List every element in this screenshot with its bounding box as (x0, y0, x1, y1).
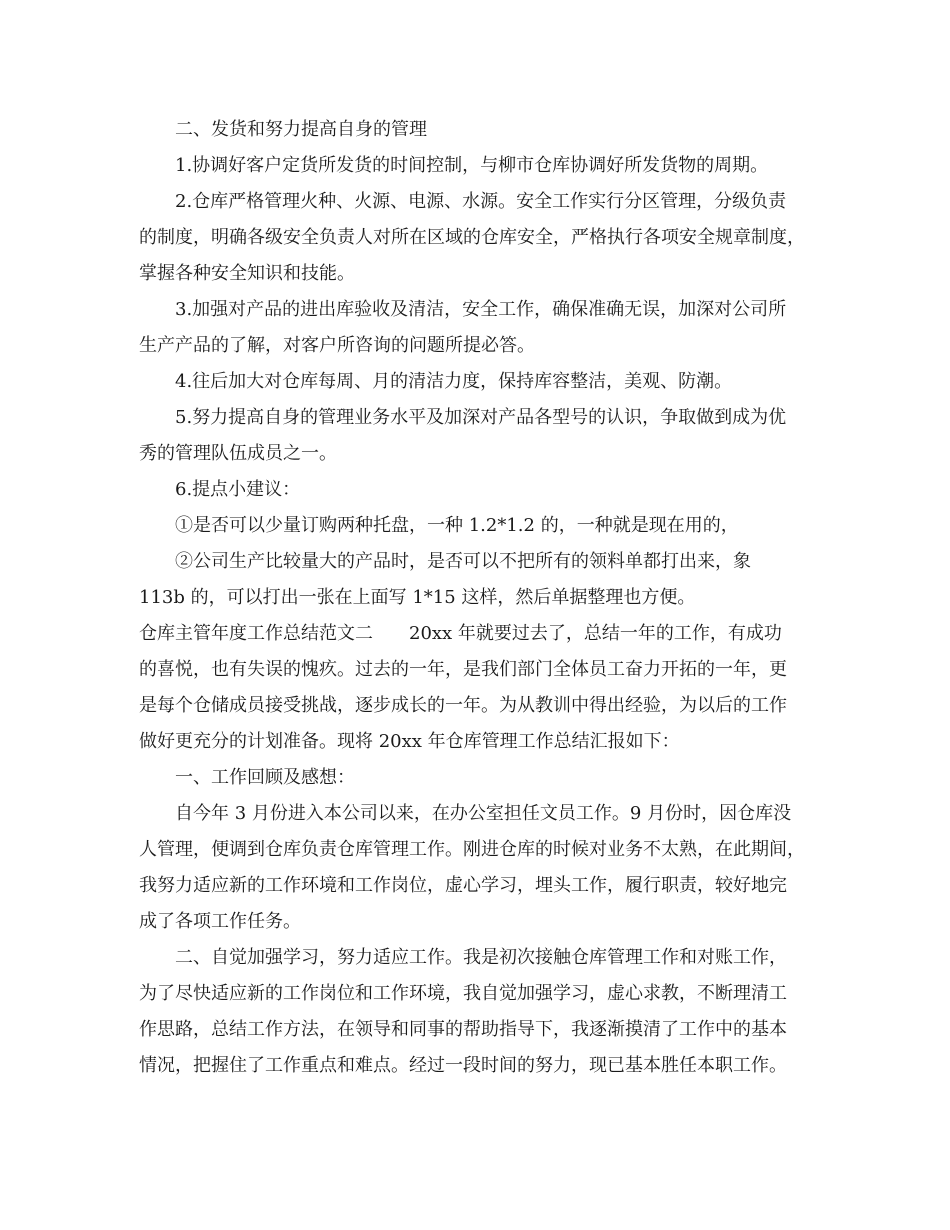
text-line: 1.协调好客户定货所发货的时间控制，与柳市仓库协调好所发货物的周期。 (175, 155, 769, 176)
text-line: 生产产品的了解，对客户所咨询的问题所提必答。 (139, 335, 535, 356)
text-line: 仓库主管年度工作总结范文二 20xx 年就要过去了，总结一年的工作，有成功 (139, 623, 782, 644)
text-line: 二、自觉加强学习，努力适应工作。我是初次接触仓库管理工作和对账工作， (175, 947, 787, 968)
text-line: 为了尽快适应新的工作岗位和工作环境，我自觉加强学习，虚心求教，不断理清工 (139, 983, 787, 1004)
text-line: 的制度，明确各级安全负责人对所在区域的仓库安全，严格执行各项安全规章制度， (139, 227, 805, 248)
text-line: 作思路，总结工作方法，在领导和同事的帮助指导下，我逐渐摸清了工作中的基本 (139, 1019, 787, 1040)
text-line: ①是否可以少量订购两种托盘，一种 1.2*1.2 的，一种就是现在用的， (175, 515, 739, 536)
text-line: 成了各项工作任务。 (139, 911, 301, 932)
text-line: 秀的管理队伍成员之一。 (139, 443, 337, 464)
text-line: 二、发货和努力提高自身的管理 (175, 119, 427, 140)
text-line: ②公司生产比较量大的产品时，是否可以不把所有的领料单都打出来，象 (175, 551, 751, 572)
text-line: 是每个仓储成员接受挑战，逐步成长的一年。为从教训中得出经验，为以后的工作 (139, 695, 787, 716)
text-line: 一、工作回顾及感想： (175, 767, 355, 788)
text-line: 5.努力提高自身的管理业务水平及加深对产品各型号的认识，争取做到成为优 (175, 407, 787, 428)
text-line: 6.提点小建议： (175, 479, 301, 500)
text-line: 掌握各种安全知识和技能。 (139, 263, 355, 284)
text-line: 4.往后加大对仓库每周、月的清洁力度，保持库容整洁，美观、防潮。 (175, 371, 733, 392)
text-line: 的喜悦，也有失误的愧疚。过去的一年，是我们部门全体员工奋力开拓的一年，更 (139, 659, 787, 680)
text-line: 3.加强对产品的进出库验收及清洁，安全工作，确保准确无误，加深对公司所 (175, 299, 787, 320)
text-line: 2.仓库严格管理火种、火源、电源、水源。安全工作实行分区管理，分级负责 (175, 191, 787, 212)
text-line: 情况，把握住了工作重点和难点。经过一段时间的努力，现已基本胜任本职工作。 (139, 1055, 787, 1076)
text-line: 做好更充分的计划准备。现将 20xx 年仓库管理工作总结汇报如下： (139, 731, 680, 752)
text-line: 人管理，便调到仓库负责仓库管理工作。刚进仓库的时候对业务不太熟，在此期间， (139, 839, 805, 860)
text-line: 113b 的，可以打出一张在上面写 1*15 这样，然后单据整理也方便。 (139, 587, 696, 608)
text-line: 自今年 3 月份进入本公司以来，在办公室担任文员工作。9 月份时，因仓库没 (175, 803, 792, 824)
text-line: 我努力适应新的工作环境和工作岗位，虚心学习，埋头工作，履行职责，较好地完 (139, 875, 787, 896)
